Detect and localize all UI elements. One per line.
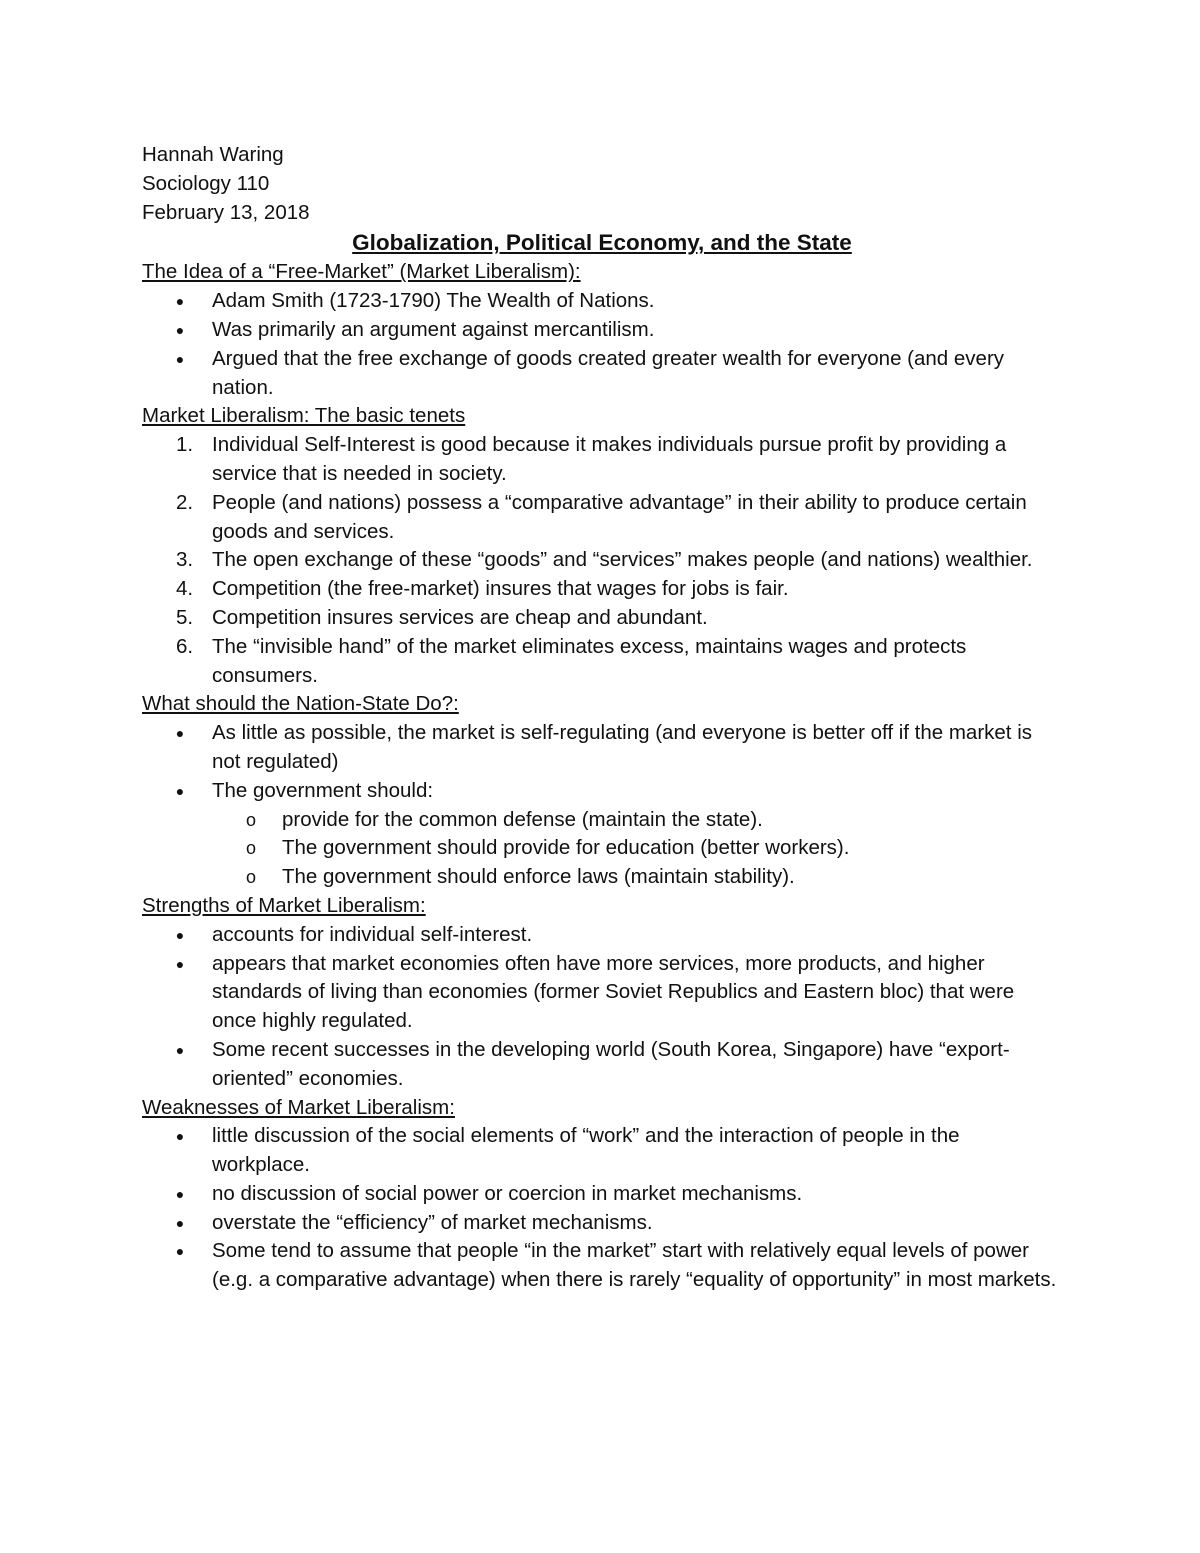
bullet-icon: ● <box>175 1185 185 1202</box>
bullet-icon: ● <box>175 1128 185 1145</box>
item-number: 1. <box>176 433 194 457</box>
sub-list-item: o The government should enforce laws (maintain stability). <box>142 863 1062 892</box>
government-sublist <box>142 806 1062 892</box>
list-item: ● Argued that the free exchange of goods created greater wealth for everyone (and every nation. <box>142 345 1062 403</box>
bullet-icon: ● <box>175 321 185 338</box>
list-item: ● Some recent successes in the developing world (South Korea, Singapore) have “export-oriented” economies. <box>142 1036 1062 1094</box>
item-number: 5. <box>176 605 194 629</box>
numbered-item: 3. The open exchange of these “goods” and “services” makes people (and nations) wealthier. <box>142 546 1062 575</box>
free-market-list <box>142 287 1062 402</box>
list-item: ● The government should: <box>142 777 1062 806</box>
bullet-icon: ● <box>175 725 185 742</box>
nation-state-list <box>142 719 1062 805</box>
numbered-item: 5. Competition insures services are cheap and abundant. <box>142 604 1062 633</box>
list-item: ● accounts for individual self-interest. <box>142 921 1062 950</box>
bullet-icon: ● <box>175 782 185 799</box>
section-heading-strengths: Strengths of Market Liberalism: <box>142 893 426 917</box>
bullet-icon: ● <box>175 350 185 367</box>
list-item: ● no discussion of social power or coercion in market mechanisms. <box>142 1180 1062 1209</box>
course-name: Sociology 110 <box>142 171 270 195</box>
list-item: ● Was primarily an argument against mercantilism. <box>142 316 1062 345</box>
item-number: 4. <box>176 577 194 601</box>
bullet-icon: ● <box>175 955 185 972</box>
circle-bullet-icon: o <box>246 838 257 859</box>
bullet-icon: ● <box>175 1214 185 1231</box>
document-title: Globalization, Political Economy, and the State <box>352 230 852 256</box>
section-heading-tenets: Market Liberalism: The basic tenets <box>142 404 466 428</box>
list-item: ● Some tend to assume that people “in the market” start with relatively equal levels of power (e.g. a comparative advantage) when there is rarely “equality of opportunity” in most markets. <box>142 1237 1062 1295</box>
tenets-list <box>142 431 1062 690</box>
bullet-icon: ● <box>175 926 185 943</box>
item-number: 3. <box>176 548 194 572</box>
sub-list-item: o provide for the common defense (maintain the state). <box>142 806 1062 835</box>
list-item: ● Adam Smith (1723-1790) The Wealth of Nations. <box>142 287 1062 316</box>
sub-list-item: o The government should provide for education (better workers). <box>142 834 1062 863</box>
section-heading-nation-state: What should the Nation-State Do?: <box>142 692 459 716</box>
circle-bullet-icon: o <box>246 809 257 830</box>
item-number: 2. <box>176 490 194 514</box>
list-item: ● overstate the “efficiency” of market mechanisms. <box>142 1209 1062 1238</box>
numbered-item: 1. Individual Self-Interest is good because it makes individuals pursue profit by providing a service that is needed in society. <box>176 433 1007 485</box>
numbered-item: 4. Competition (the free-market) insures that wages for jobs is fair. <box>142 575 1062 604</box>
numbered-item: 6. The “invisible hand” of the market eliminates excess, maintains wages and protects consumers. <box>176 634 967 687</box>
section-heading-free-market: The Idea of a “Free-Market” (Market Liberalism): <box>142 260 581 284</box>
author-name: Hannah Waring <box>142 143 284 166</box>
strengths-list <box>142 921 1062 1094</box>
list-item: ● As little as possible, the market is self-regulating (and everyone is better off if the market is not regulated) <box>142 719 1062 777</box>
bullet-icon: ● <box>175 293 185 310</box>
document-date: February 13, 2018 <box>142 200 310 224</box>
item-number: 6. <box>176 634 194 658</box>
bullet-icon: ● <box>175 1041 185 1058</box>
circle-bullet-icon: o <box>246 867 257 888</box>
weaknesses-list <box>142 1122 1062 1295</box>
list-item: ● appears that market economies often have more services, more products, and higher standards of living than economies (former Soviet Republics and Eastern bloc) that were once highly regulated. <box>142 950 1062 1036</box>
section-heading-weaknesses: Weaknesses of Market Liberalism: <box>142 1095 455 1119</box>
document-page <box>142 141 1062 1295</box>
bullet-icon: ● <box>175 1243 185 1260</box>
list-item: ● little discussion of the social elements of “work” and the interaction of people in the workplace. <box>142 1122 1062 1180</box>
numbered-item: 2. People (and nations) possess a “comparative advantage” in their ability to produce certain goods and services. <box>176 490 1027 543</box>
